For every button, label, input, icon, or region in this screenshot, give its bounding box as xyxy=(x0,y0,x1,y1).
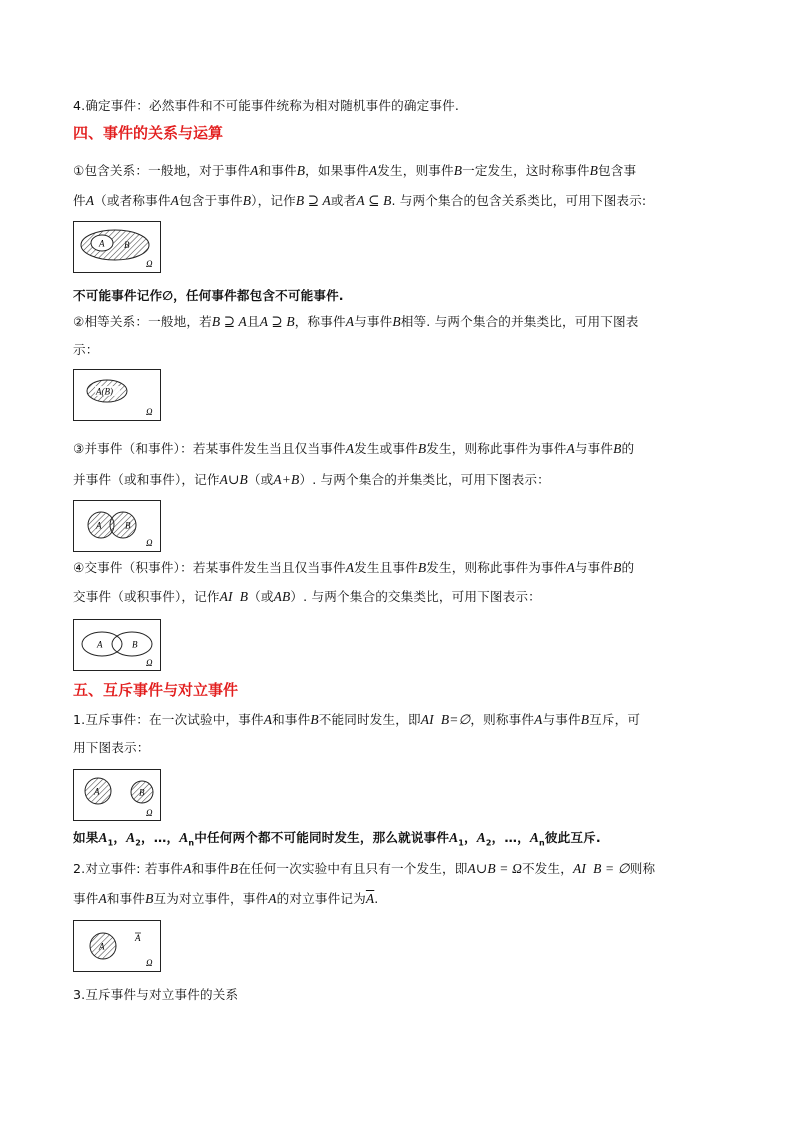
text: 互为对立事件，事件 xyxy=(153,891,269,906)
text: 则称 xyxy=(629,861,656,876)
text: 与事件 xyxy=(574,441,614,456)
text: ④交事件（积事件）：若某事件发生当且仅当事件 xyxy=(73,560,346,575)
var-b: B xyxy=(417,441,427,456)
relation-line: 3.互斥事件与对立事件的关系 xyxy=(73,987,239,1002)
text: 如果 xyxy=(73,830,99,845)
var-a: A xyxy=(85,193,95,208)
venn-equality-figure xyxy=(73,369,161,421)
intersection-line-1 xyxy=(73,559,634,577)
text: ①包含关系：一般地，对于事件 xyxy=(73,163,251,178)
text: 的 xyxy=(621,441,635,456)
var-b: B xyxy=(296,163,306,178)
venn-exclusive-figure xyxy=(73,769,161,821)
text: 与事件 xyxy=(574,560,614,575)
impossible-event-note: 不可能事件记作∅，任何事件都包含不可能事件. xyxy=(73,288,344,303)
text: （或者称事件 xyxy=(94,193,171,208)
text: （或 xyxy=(248,589,274,604)
var-b: B xyxy=(580,712,590,727)
var-a: A xyxy=(345,314,355,329)
text: 和事件 xyxy=(106,891,146,906)
var-a: A xyxy=(534,712,543,727)
text: 彼此互斥. xyxy=(544,830,601,845)
text: 发生，则称此事件为事件 xyxy=(426,441,567,456)
text: 和事件 xyxy=(191,861,230,876)
label-a: A xyxy=(97,639,103,650)
text: （或 xyxy=(247,472,274,487)
formula-empty-intersection: AI B=∅ xyxy=(420,712,471,727)
formula-intersection: AI B xyxy=(219,589,249,604)
formula-superset: B ⊇ A xyxy=(211,314,247,329)
formula-superset: B ⊇ A xyxy=(295,193,331,208)
var-a: A xyxy=(98,891,107,906)
var-a: A xyxy=(183,861,192,876)
text: 件 xyxy=(73,193,86,208)
union-line-2 xyxy=(73,471,550,489)
exclusive-line-1 xyxy=(73,711,640,729)
text: 的对立事件记为 xyxy=(276,891,366,906)
intersection-line-2 xyxy=(73,588,541,606)
var-b: B xyxy=(392,314,401,329)
var-b: B xyxy=(417,560,427,575)
text: 包含事 xyxy=(598,163,637,178)
text: ）. 与两个集合的并集类比，可用下图表示： xyxy=(299,472,550,487)
text: 或者 xyxy=(330,193,357,208)
subscript: 2 xyxy=(135,838,141,848)
text: 2.对立事件: 若事件 xyxy=(73,861,184,876)
var-a: A xyxy=(170,193,180,208)
text: 在任何一次实验中有且只有一个发生，即 xyxy=(238,861,468,876)
var-an: A xyxy=(529,830,540,845)
definite-event-line xyxy=(73,97,459,115)
var-b: B xyxy=(310,712,319,727)
complementary-line-2 xyxy=(73,890,378,908)
label-omega: Ω xyxy=(146,538,153,548)
text: 不能同时发生，即 xyxy=(318,712,421,727)
label-a: A xyxy=(94,786,100,797)
text: ，…， xyxy=(141,830,180,845)
var-a: A xyxy=(250,163,259,178)
label-omega: Ω xyxy=(146,658,153,668)
formula-subset: A ⊆ B xyxy=(356,193,392,208)
formula-union-omega: A∪B = Ω xyxy=(467,861,522,876)
var-a: A xyxy=(566,441,575,456)
subscript: 1 xyxy=(107,838,114,848)
text: ③并事件（和事件）：若某事件发生当且仅当事件 xyxy=(73,441,346,456)
var-b: B xyxy=(242,193,252,208)
var-b: B xyxy=(589,163,598,178)
equality-line-2: 示： xyxy=(73,342,99,357)
union-line-1 xyxy=(73,440,634,458)
label-omega: Ω xyxy=(146,259,153,269)
text: 发生，则事件 xyxy=(377,163,454,178)
text: 1.互斥事件：在一次试验中，事件 xyxy=(73,712,264,727)
var-an: A xyxy=(179,830,189,845)
formula-superset: A ⊇ B xyxy=(259,314,295,329)
label-a: A xyxy=(99,941,105,952)
inclusion-line-1 xyxy=(73,162,636,180)
var-a2: A xyxy=(126,830,136,845)
pairwise-exclusive-note: 如果$A_1$，$A_2$，…，$A_n$中任何两个都不可能同时发生，那么就说事件$A_1$，$A_2$，…，$A_n$彼此互斥. xyxy=(73,830,601,848)
formula-empty-intersection: AI B = ∅ xyxy=(572,861,630,876)
label-b: B xyxy=(125,520,131,531)
inclusion-line-2 xyxy=(73,192,646,210)
var-a: A xyxy=(566,560,575,575)
text: ），记作 xyxy=(251,193,296,208)
text: 一定发生，这时称事件 xyxy=(462,163,590,178)
var-b: B xyxy=(229,861,239,876)
text: 并事件（或和事件），记作 xyxy=(73,472,220,487)
text: 包含于事件 xyxy=(179,193,243,208)
formula-product: AB xyxy=(273,589,291,604)
var-a: A xyxy=(368,163,378,178)
text: 与事件 xyxy=(354,314,393,329)
label-ab: A(B) xyxy=(96,386,113,397)
label-a: A xyxy=(96,520,102,531)
text: 4.确定事件：必然事件和不可能事件统称为相对随机事件的确定事件. xyxy=(73,98,460,113)
formula-union: A∪B xyxy=(219,472,248,487)
subscript: n xyxy=(539,838,545,848)
var-a: A xyxy=(268,891,277,906)
label-b: B xyxy=(132,639,138,650)
text: 发生，则称此事件为事件 xyxy=(426,560,567,575)
text: . xyxy=(374,891,379,906)
var-a: A xyxy=(345,560,355,575)
var-b: B xyxy=(453,163,463,178)
var-b: B xyxy=(145,891,154,906)
text: 且 xyxy=(246,314,260,329)
equality-line-1 xyxy=(73,313,639,331)
text: . 与两个集合的包含关系类比，可用下图表示: xyxy=(391,193,647,208)
var-a: A xyxy=(263,712,273,727)
text: 交事件（或积事件），记作 xyxy=(73,589,220,604)
text: 和事件 xyxy=(272,712,311,727)
label-omega: Ω xyxy=(146,808,153,818)
text: 发生或事件 xyxy=(354,441,418,456)
label-omega: Ω xyxy=(146,407,153,417)
text: 互斥，可 xyxy=(589,712,641,727)
text: 的 xyxy=(621,560,635,575)
var-b: B xyxy=(613,441,622,456)
venn-intersection-figure xyxy=(73,619,161,671)
text: 不发生， xyxy=(522,861,573,876)
complementary-line-1 xyxy=(73,860,655,878)
label-a-complement: A xyxy=(135,933,141,943)
text: ，称事件 xyxy=(294,314,346,329)
exclusive-line-2: 用下图表示： xyxy=(73,740,150,755)
text: 和事件 xyxy=(258,163,297,178)
section-heading-relations: 四、事件的关系与运算 xyxy=(73,124,224,142)
text: 中任何两个都不可能同时发生，那么就说事件 xyxy=(194,830,450,845)
text: 事件 xyxy=(73,891,99,906)
label-omega: Ω xyxy=(146,958,153,968)
var-a2: A xyxy=(476,830,486,845)
subscript: 2 xyxy=(485,838,492,848)
subscript: n xyxy=(188,838,195,848)
text: ，…， xyxy=(491,830,530,845)
label-b: B xyxy=(124,240,130,250)
text: ）. 与两个集合的交集类比，可用下图表示： xyxy=(290,589,541,604)
text: 发生且事件 xyxy=(354,560,418,575)
var-a1: A xyxy=(98,830,108,845)
text: ，则称事件 xyxy=(470,712,535,727)
var-a-complement: $\overline{A}$ xyxy=(365,891,375,906)
venn-union-figure xyxy=(73,500,161,552)
text: ，如果事件 xyxy=(305,163,369,178)
subscript: 1 xyxy=(458,838,464,848)
text: 与事件 xyxy=(542,712,581,727)
text: 相等. 与两个集合的并集类比，可用下图表 xyxy=(400,314,639,329)
formula-sum: A+B xyxy=(273,472,300,487)
label-a: A xyxy=(99,238,105,249)
venn-inclusion-figure xyxy=(73,221,161,273)
venn-complement-figure xyxy=(73,920,161,972)
section-heading-mutually-exclusive: 五、互斥事件与对立事件 xyxy=(73,681,239,699)
var-a1: A xyxy=(449,830,459,845)
label-b: B xyxy=(139,787,145,798)
var-b: B xyxy=(613,560,622,575)
var-a: A xyxy=(345,441,355,456)
text: ②相等关系：一般地，若 xyxy=(73,314,212,329)
